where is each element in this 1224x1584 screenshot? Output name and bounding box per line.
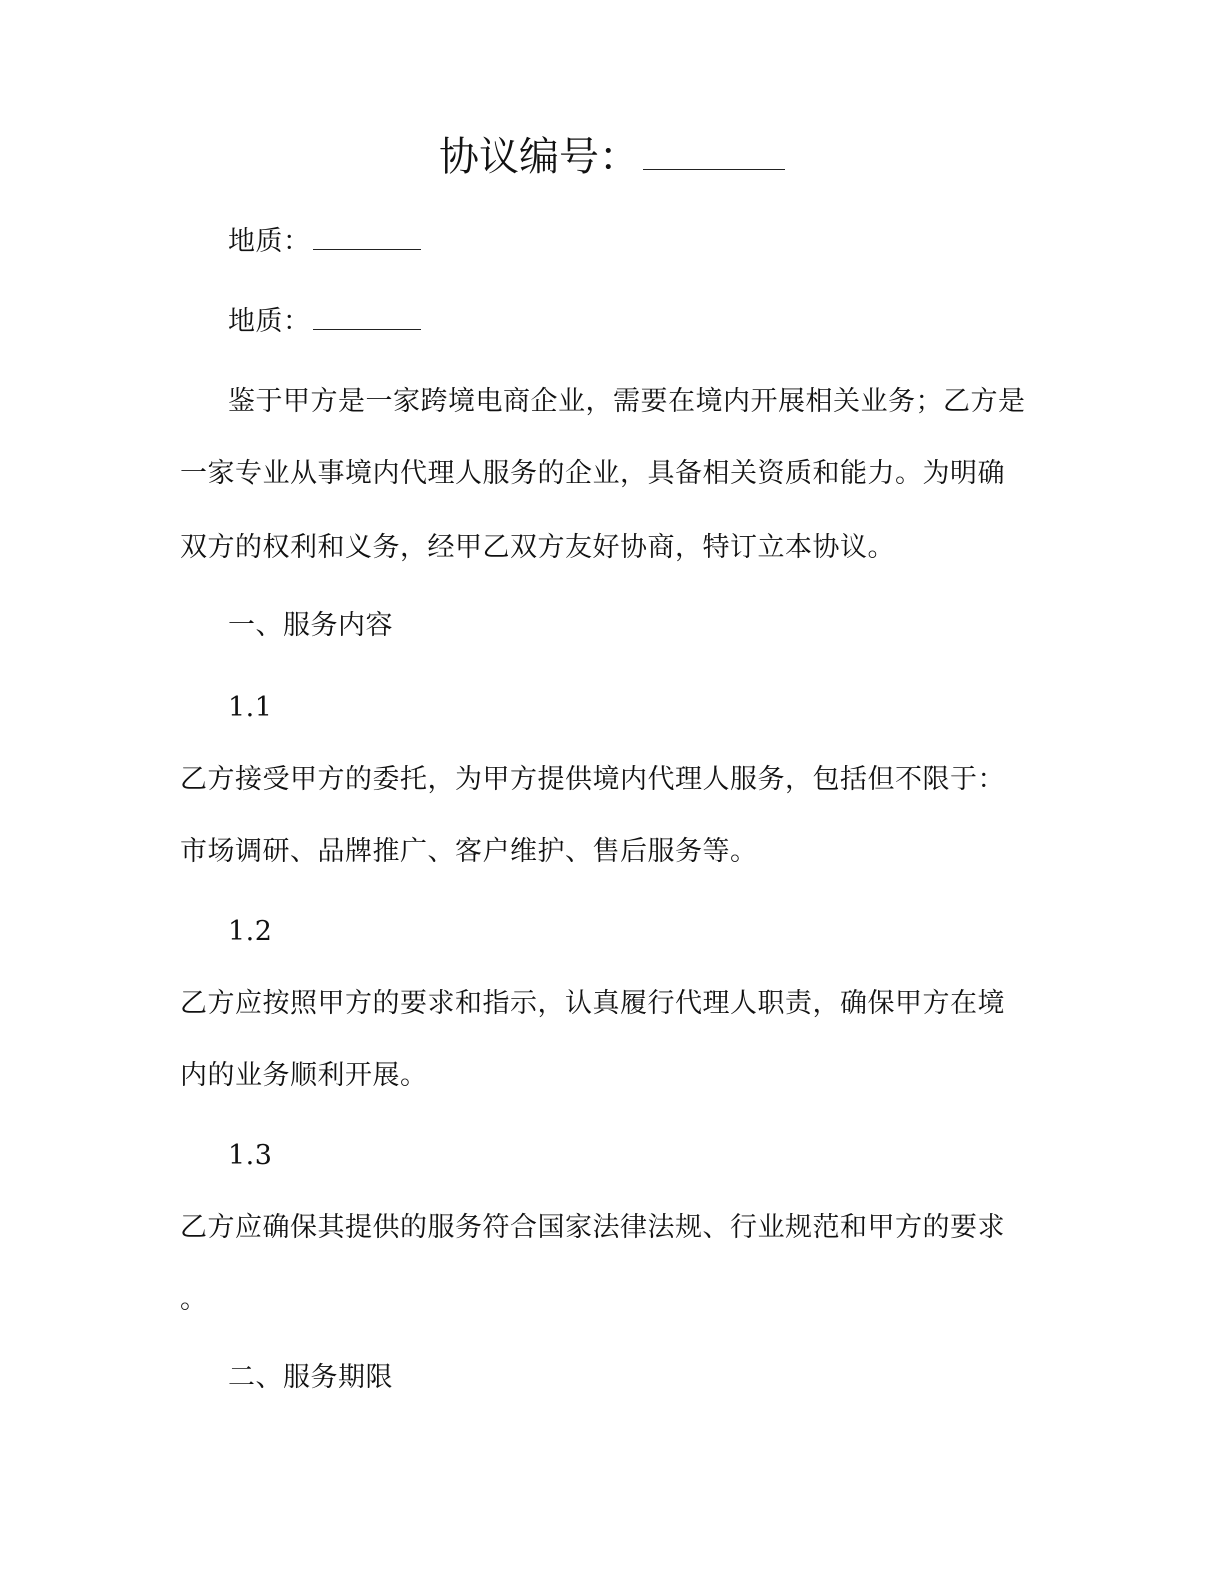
preamble-line: 鉴于甲方是一家跨境电商企业，需要在境内开展相关业务；乙方是 <box>228 386 1026 417</box>
field-blank <box>313 328 421 330</box>
clause-text-line: 内的业务顺利开展。 <box>180 1060 428 1091</box>
field-label: 地质： <box>228 306 311 337</box>
clause-number: 1.2 <box>228 916 273 947</box>
section-heading: 一、服务内容 <box>228 610 393 641</box>
field-label: 地质： <box>228 226 311 257</box>
clause-text-line: 。 <box>180 1284 208 1315</box>
preamble-line: 一家专业从事境内代理人服务的企业，具备相关资质和能力。为明确 <box>180 458 1005 489</box>
section-heading: 二、服务期限 <box>228 1362 393 1393</box>
page-title <box>0 132 1224 182</box>
clause-text-line: 乙方接受甲方的委托，为甲方提供境内代理人服务，包括但不限于： <box>180 764 1005 795</box>
preamble-line: 双方的权利和义务，经甲乙双方友好协商，特订立本协议。 <box>180 532 895 563</box>
clause-text-line: 市场调研、品牌推广、客户维护、售后服务等。 <box>180 836 758 867</box>
clause-number: 1.3 <box>228 1140 273 1171</box>
clause-text-line: 乙方应按照甲方的要求和指示，认真履行代理人职责，确保甲方在境 <box>180 988 1005 1019</box>
agreement-number-blank <box>643 168 785 170</box>
clause-number: 1.1 <box>228 692 273 723</box>
field-row <box>228 224 421 260</box>
clause-text-line: 乙方应确保其提供的服务符合国家法律法规、行业规范和甲方的要求 <box>180 1212 1005 1243</box>
field-blank <box>313 248 421 250</box>
title-label: 协议编号： <box>439 134 639 180</box>
field-row <box>228 304 421 340</box>
